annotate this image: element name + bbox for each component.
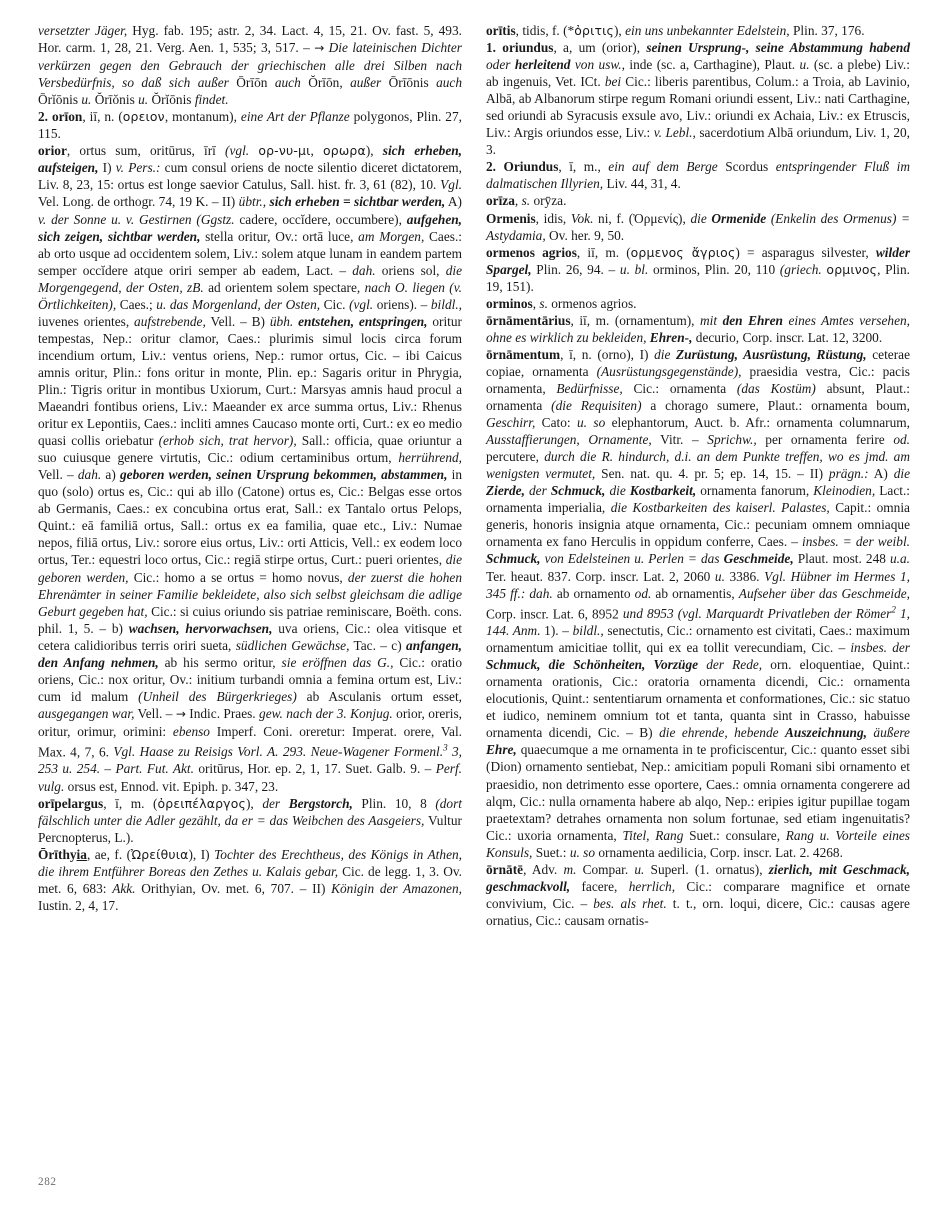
dictionary-entry-orminos: orminos, s. ormenos agrios. xyxy=(486,295,637,311)
dictionary-entry-oriza: orīza, s. orȳza. xyxy=(486,193,567,209)
dictionary-entry-1-oriundus: 1. oriundus, a, um (orior), seinen Ursprung-, seine Abstammung habend oder herleitend von usw., inde (sc. a, Carthagine), Plaut. u. (sc. a plebe) Liv.: ab ingenuis, Vet. ICt. bei Cic.: liberis parentibus, Colum.: a Troia, ab Lavinio, Albā, ab Albanorum stirpe regum Romani oriundi essent, Liv.: nati Carthagine, sed oriundi ab Syracusis exsule avo, Liv.: oriundi ex Achaia, Liv.: ex Etruscis, Liv.: Argis oriundos esse, Liv.: v. Lebl., sacerdotium Albā oriundum, Liv. 1, 20, 3. xyxy=(486,40,911,158)
dictionary-entry-ornate: ōrnātē, Adv. m. Compar. u. Superl. (1. ornatus), zierlich, mit Geschmack, geschmackvoll, facere, herrlich, Cic.: comparare magnifice et ornate convivium, Cic. – bes. als rhet. t. t., orn. loqui, dicere, Cic.: causas agere ornatius, Cic.: causam ornatis- xyxy=(486,861,911,928)
dictionary-entry-oripelargus: orīpelargus, ī, m. (ὀρειπέλαργος), der Bergstorch, Plin. 10, 8 (dort fälschlich unter die Adler gezählt, da er = das Weibchen des Aasgeiers, Vultur Percnopterus, L.). xyxy=(38,795,462,845)
dictionary-entry-orithyia: Ōrīthyia, ae, f. (Ὠρείθυια), I) Tochter des Erechtheus, des Königs in Athen, die ihrem Entführer Boreas den Zethes u. Kalais gebar, Cic. de legg. 1, 3. Ov. met. 6, 683: Akk. Orithyian, Ov. met. 6, 707. – II) Königin der Amazonen, Iustin. 2, 4, 17. xyxy=(38,846,462,913)
dictionary-entry-2-oriundus: 2. Oriundus, ī, m., ein auf dem Berge Scordus entspringender Fluß im dalmatischen Illyrien, Liv. 44, 31, 4. xyxy=(486,159,910,192)
dictionary-entry-ornamentum: ōrnāmentum, ī, n. (orno), I) die Zurüstung, Ausrüstung, Rüstung, ceterae copiae, ornamenta (Ausrüstungsgegenstände), praesidia vestra, Cic.: pacis ornamenta, Bedürfnisse, Cic.: ornamenta (das Kostüm) absunt, Plaut.: ornamenta (die Requisiten) a chorago sumere, Plaut.: ornamenta boum, Geschirr, Cato: u. so elephantorum, Auct. b. Afr.: ornamenta columnarum, Ausstaffierungen, Ornamente, Vitr. – Sprichw., per ornamenta ferire od. percutere, durch die R. hindurch, d.i. an dem Punkte treffen, wo es jmd. am wenigsten vermutet, Sen. nat. qu. 4. pr. 5; ep. 14, 15. – II) prägn.: A) die Zierde, der Schmuck, die Kostbarkeit, ornamenta fanorum, Kleinodien, Lact.: ornamenta imperialia, die Kostbarkeiten des kaiserl. Palastes, Capit.: omnia generis, honoris insignia atque ornamenta, Cic.: pecuniam omnem omniaque ornamenta ex fano Herculis in oppidum conferre, Caes. – insbes. = der weibl. Schmuck, von Edelsteinen u. Perlen = das Geschmeide, Plaut. most. 248 u.a. Ter. heaut. 837. Corp. inscr. Lat. 2, 2060 u. 3386. Vgl. Hübner im Hermes 1, 345 ff.: dah. ab ornamento od. ab ornamentis, Aufseher über das Geschmeide, Corp. inscr. Lat. 6, 8952 und 8953 (vgl. Marquardt Privatleben der Römer$^2$ 1, 144. Anm. 1). – bildl., senectutis, Cic.: ornamento est civitati, Caes.: maximum ornamentum amicitiae tollit, qui ex ea tollit verecundiam, Cic. – insbes. der Schmuck, die Schönheiten, Vorzüge der Rede, orn. eloquentiae, Quint.: ornamenta orationis, Cic.: oratoria ornamenta dicendi, Cic.: ornamenta elocutionis, Quint.: sententiarum ornamenta et conformationes, Cic.: sic statuo et iudico, neminem omnium tot et tanta, quanta sint in Crasso, habuisse ornamenta dicendi, Cic. – B) die ehrende, hebende Auszeichnung, äußere Ehre, quaecumque a me ornamenta in te proficiscentur, Cic.: quanto esset sibi (Dion) ornamento sentiebat, Nep.: amicitiam populi Romani sibi ornamento et praesidio, non detrimento esse oportere, Caes.: omnia ornamenta congerere ad alqm, Cic.: nulla ornamenta habere ab alqo, Nep.: eripies igitur pupillae togam praetextam? detrahes ornamenta non solum fortunae, sed etiam ingenuitatis? Cic.: uxoria ornamenta, Titel, Rang Suet.: consulare, Rang u. Vorteile eines Konsuls, Suet.: u. so ornamenta aedilicia, Corp. inscr. Lat. 2. 4268. xyxy=(486,346,911,860)
dictionary-entry-ormenis: Ormenis, idis, Vok. ni, f. (Ὀρμενίς), die Ormenide (Enkelin des Ormenus) = Astydamia, Ov. her. 9, 50. xyxy=(486,210,910,243)
left-column xyxy=(38,22,462,1132)
dictionary-entry-orion-continued: versetzter Jäger, Hyg. fab. 195; astr. 2, 34. Lact. 4, 15, 21. Ov. fast. 5, 493. Hor. carm. 1, 28, 21. Verg. Aen. 1, 535; 3, 517. – → Die lateinischen Dichter verkürzen gegen den Gebrauch der griechischen alle drei Silben nach Versbedürfnis, so daß sich außer Ōrīōn auch Ŏrīōn, außer Ōrīōnis auch Ōrĭōnis u. Ŏrīŏnis u. Ŏrĭōnis findet. xyxy=(38,23,463,108)
dictionary-entry-2-orion: 2. orīon, iī, n. (ορειον, montanum), eine Art der Pflanze polygonos, Plin. 27, 115. xyxy=(38,109,462,142)
dictionary-entry-oritis: orītis, tidis, f. (*ὀριτις), ein uns unbekannter Edelstein, Plin. 37, 176. xyxy=(486,23,865,38)
dictionary-entry-ormenos-agrios: ormenos agrios, iī, m. (ορμενος ἄγριος) = asparagus silvester, wilder Spargel, Plin. 26, 94. – u. bl. orminos, Plin. 20, 110 (griech. ορμινος, Plin. 19, 151). xyxy=(486,244,911,294)
right-column xyxy=(486,22,910,1132)
dictionary-entry-ornamentarius: ōrnāmentārius, iī, m. (ornamentum), mit den Ehren eines Amtes versehen, ohne es wirklich zu bekleiden, Ehren-, decurio, Corp. inscr. Lat. 12, 3200. xyxy=(486,312,911,345)
dictionary-entry-orior: orior, ortus sum, oritūrus, īrī (vgl. ορ-νυ-μι, ορωρα), sich erheben, aufsteigen, I) v. Pers.: cum consul oriens de nocte silentio diceret dictatorem, Liv. 8, 23, 15: ortus est longe saevior Catulus, Sall. hist. fr. 3, 61 (82), 10. Vgl. Vel. Long. de orthogr. 74, 19 K. – II) übtr., sich erheben = sichtbar werden, A) v. der Sonne u. v. Gestirnen (Ggstz. cadere, occĭdere, occumbere), aufgehen, sich zeigen, sichtbar werden, stella oritur, Ov.: ortā luce, am Morgen, Caes.: ab orto usque ad occidentem solem, Liv.: solem atque lunam in eandem partem semper occĭdere atque oriri semper ab eadem, Lact. – dah. oriens sol, die Morgengegend, der Osten, zB. ad orientem solem spectare, nach O. liegen (v. Örtlichkeiten), Caes.; u. das Morgenland, der Osten, Cic. (vgl. oriens). – bildl., iuvenes orientes, aufstrebende, Vell. – B) übh. entstehen, entspringen, oritur tempestas, Nep.: oritur clamor, Caes.: plurimis simul locis circa forum incendium ortum, Liv.: ventus oriens, Nep.: rumor ortus, Cic. – ibi Caicus amnis oritur, Plin.: fons oritur in monte, Plin. ep.: Sagaris oritur in Phrygia, Plin.: Tigris oritur in montibus Uxiorum, Curt.: Marsyas amnis haud procul a Maeandri fontibus oriens, Liv.: Maeander ex arce summa ortus, Liv.: Rhenus oritur ex Lepontiis, Caes.: incliti amnes Caucaso monte orti, Curt.: ex eo medio quasi collis oriebatur (erhob sich, trat hervor), Sall.: officia, quae oriuntur a suo cuiusque genere virtutis, Cic.: odium certaminibus ortum, herrührend, Vell. – dah. a) geboren werden, seinen Ursprung bekommen, abstammen, in quo (solo) ortus es, Cic.: qui ab illo (Catone) ortus es, Cic.: Belgas esse ortos ab Germanis, Caes.: ex concubina ortus erat, Sall.: ex Tantalo ortus Pelops, Quint.: eā familiā ortus, Sall.: ortus ex ea familia, quae etc., Liv.: Numae nepos, filiā ortus, Liv.: sorore eius ortus, Liv.: orti Atticis, Vell.: ex eodem loco ortus, Ter.: equestri loco ortus, Cic.: regiā stirpe ortus, Curt.: pueri orientes, die geboren werden, Cic.: homo a se ortus = homo novus, der zuerst die hohen Ehrenämter in seiner Familie bekleidete, also sich selbst gleichsam die adlige Geburt gegeben hat, Cic.: si cuius oriundo sis patriae reminiscare, Boëth. cons. phil. 1, 5. – b) wachsen, hervorwachsen, uva oriens, Cic.: olea vitisque et cetera calidioribus terris oriri sueta, südlichen Gewächse, Tac. – c) anfangen, den Anfang nehmen, ab his sermo oritur, sie eröffnen das G., Cic.: oratio oriens, Cic.: nox oritur, Ov.: initium turbandi omnia a femina ortum est, Liv.: cum id malum (Unheil des Bürgerkrieges) ab Asculanis ortum esset, ausgegangen war, Vell. – → Indic. Praes. gew. nach der 3. Konjug. orior, oreris, oritur, orimur, orimini: ebenso Imperf. Coni. oreretur: Imperat. orere, Val. Max. 4, 7, 6. Vgl. Haase zu Reisigs Vorl. A. 293. Neue-Wagener Formenl.$^3$ 3, 253 u. 254. – Part. Fut. Akt. oritūrus, Hor. ep. 2, 1, 17. Suet. Galb. 9. – Perf. vulg. orsus est, Ennod. vit. Epiph. p. 347, 23. xyxy=(38,143,463,794)
two-column-layout xyxy=(38,22,911,1132)
page-number: 282 xyxy=(38,1176,57,1188)
